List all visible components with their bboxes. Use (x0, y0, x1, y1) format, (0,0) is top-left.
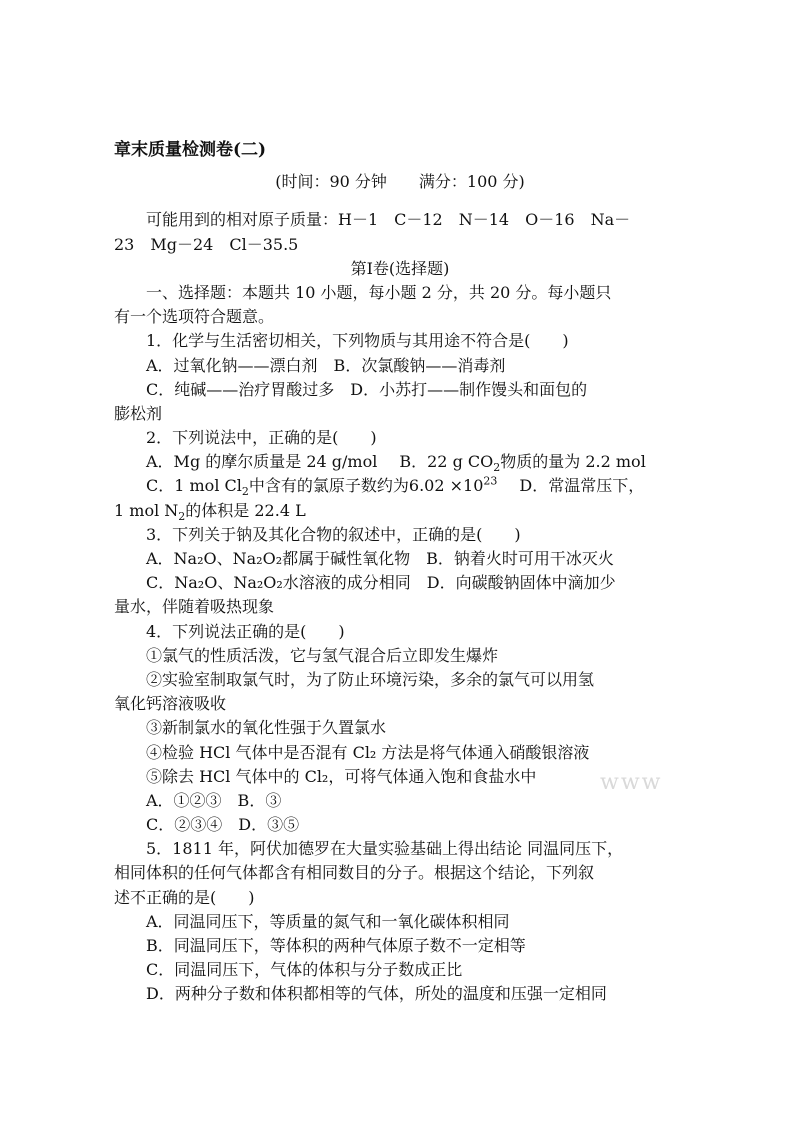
atomic-mass-line-2: 23 Mg－24 Cl－35.5 (114, 234, 299, 254)
question-4-statement-2: ②实验室制取氯气时，为了防止环境污染，多余的氯气可以用氢 (146, 669, 595, 689)
question-2-stem: 2．下列说法中，正确的是( ) (146, 428, 377, 448)
question-4-options-cd: C．②③④ D．③⑤ (146, 815, 300, 835)
question-5-option-a: A．同温同压下，等质量的氮气和一氧化碳体积相同 (146, 911, 510, 931)
atomic-mass-line-1: 可能用到的相对原子质量：H－1 C－12 N－14 O－16 Na－ (146, 210, 631, 230)
question-4-statement-2-cont: 氧化钙溶液吸收 (114, 694, 227, 714)
question-4-options-ab: A．①②③ B．③ (146, 790, 282, 810)
question-5-option-d: D．两种分子数和体积都相等的气体，所处的温度和压强一定相同 (146, 984, 607, 1004)
question-1-options-cd: C．纯碱——治疗胃酸过多 D．小苏打——制作馒头和面包的 (146, 379, 588, 399)
question-2-option-a: A．Mg 的摩尔质量是 24 g/mol (146, 452, 378, 472)
question-4-statement-3: ③新制氯水的氧化性强于久置氯水 (146, 718, 387, 738)
question-3-options-ab: A．Na₂O、Na₂O₂都属于碱性氧化物 B．钠着火时可用干冰灭火 (146, 549, 614, 568)
question-4-statement-5: ⑤除去 HCl 气体中的 Cl₂，可将气体通入饱和食盐水中 (146, 766, 537, 786)
question-5-option-c: C．同温同压下，气体的体积与分子数成正比 (146, 960, 463, 980)
question-2-option-b: B．22 g $CO_2$物质的量为 2.2 mol (399, 452, 646, 475)
question-2-options-ab (114, 450, 686, 474)
instructions-line-2: 有一个选项符合题意。 (114, 307, 275, 327)
question-3-options-cd-cont: 量水，伴随着吸热现象 (114, 597, 275, 617)
section-title: 第Ⅰ卷(选择题) (350, 258, 450, 278)
question-1-options-ab: A．过氧化钠——漂白剂 B．次氯酸钠——消毒剂 (146, 355, 506, 375)
time-info: (时间：90 分钟 满分：100 分) (275, 172, 525, 192)
question-5-stem-cont-2: 述不正确的是( ) (114, 887, 255, 907)
question-5-stem-cont-1: 相同体积的任何气体都含有相同数目的分子。根据这个结论，下列叙 (114, 863, 595, 883)
question-4-statement-4: ④检验 HCl 气体中是否混有 Cl₂ 方法是将气体通入硝酸银溶液 (146, 742, 590, 762)
question-5-option-b: B．同温同压下，等体积的两种气体原子数不一定相等 (146, 936, 526, 955)
page-title: 章末质量检测卷(二) (114, 140, 267, 160)
question-4-statement-1: ①氯气的性质活泼，它与氢气混合后立即发生爆炸 (146, 645, 499, 665)
question-1-options-cd-cont: 膨松剂 (114, 403, 163, 423)
question-2-option-d: D．常温常压下， (519, 476, 645, 496)
question-2-option-d-cont: 1 mol $N_2$的体积是 22.4 L (114, 500, 306, 523)
question-1-stem: 1．化学与生活密切相关，下列物质与其用途不符合是( ) (146, 331, 569, 351)
question-5-stem: 5．1811 年，阿伏加德罗在大量实验基础上得出结论 同温同压下， (146, 839, 624, 859)
instructions-line-1: 一、选择题：本题共 10 小题，每小题 2 分，共 20 分。每小题只 (146, 282, 612, 302)
question-3-stem: 3．下列关于钠及其化合物的叙述中，正确的是( ) (146, 524, 521, 544)
question-2-options-cd (114, 474, 686, 498)
question-2-option-c: C．1 mol $Cl_2$中含有的氯原子数约为$6.02 \times 10^{23}$ (146, 475, 498, 499)
question-4-stem: 4．下列说法正确的是( ) (146, 621, 345, 641)
document-content (114, 138, 686, 1007)
question-3-options-cd: C．Na₂O、Na₂O₂水溶液的成分相同 D．向碳酸钠固体中滴加少 (146, 573, 616, 593)
watermark: www (600, 770, 663, 795)
